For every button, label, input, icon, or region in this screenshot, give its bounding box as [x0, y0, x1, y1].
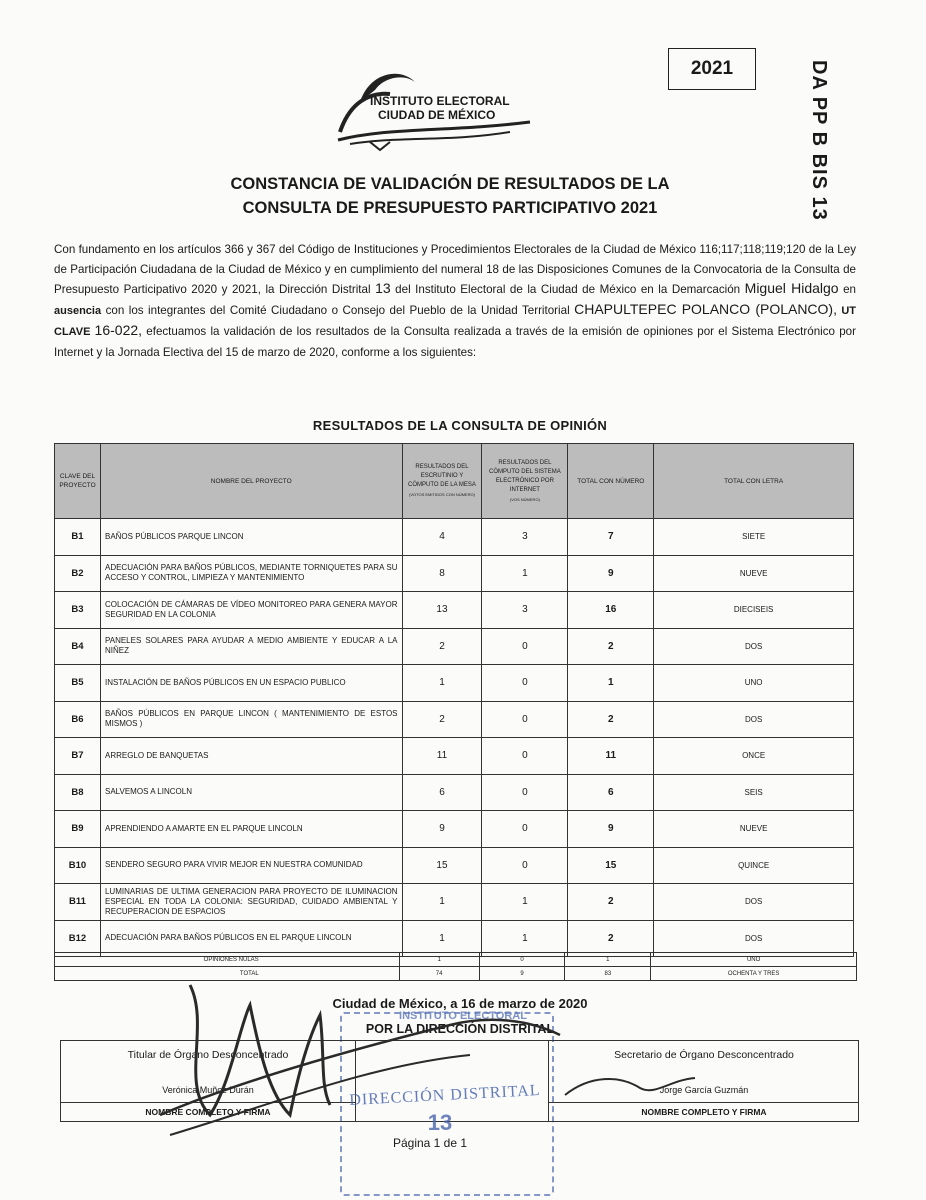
total-internet: 9 — [479, 967, 565, 981]
mesa-result: 1 — [402, 884, 482, 921]
project-name: ADECUACIÓN PARA BAÑOS PÚBLICOS, MEDIANTE TORNIQUETES PARA SU ACCESO Y CONTROL, LIMPIEZA Y MANTENIMIENTO — [100, 555, 402, 592]
total-letter: QUINCE — [654, 847, 854, 884]
total-letter: DIECISEIS — [654, 592, 854, 629]
internet-result: 0 — [482, 738, 568, 775]
right-person: Jorge García Guzmán — [659, 1085, 749, 1095]
project-name: ADECUACIÓN PARA BAÑOS PÚBLICOS EN EL PARQUE LINCOLN — [100, 920, 402, 957]
total-number: 15 — [568, 847, 654, 884]
right-signature — [560, 1070, 700, 1100]
project-code: B2 — [55, 555, 101, 592]
total-letter: NUEVE — [654, 555, 854, 592]
total-letter: SIETE — [654, 519, 854, 556]
district-number: 13 — [375, 280, 391, 297]
left-role: Titular de Órgano Desconcentrado — [127, 1049, 289, 1061]
mesa-result: 1 — [402, 665, 482, 702]
body-part3: en — [838, 283, 857, 297]
body-part5: efectuamos la validación de los resultados de la Consulta realizada a través de la emisión de opiniones por el Sistema Electrónico por Internet y la Jornada Electiva del 15 de marzo de 2020, conforme a los siguientes: — [54, 325, 856, 359]
project-name: ARREGLO DE BANQUETAS — [100, 738, 402, 775]
right-role: Secretario de Órgano Desconcentrado — [614, 1049, 794, 1061]
mesa-result: 1 — [402, 920, 482, 957]
mesa-result: 2 — [402, 628, 482, 665]
internet-result: 1 — [482, 884, 568, 921]
project-name: BAÑOS PÚBLICOS PARQUE LINCON — [100, 519, 402, 556]
null-internet: 0 — [479, 953, 565, 967]
institute-line1: INSTITUTO ELECTORAL — [370, 94, 510, 108]
total-number: 11 — [568, 738, 654, 775]
page-number: Página 1 de 1 — [392, 1136, 468, 1150]
internet-result: 0 — [482, 774, 568, 811]
total-number: 7 — [568, 519, 654, 556]
total-letter: SEIS — [654, 774, 854, 811]
document-title — [150, 172, 750, 220]
project-code: B1 — [55, 519, 101, 556]
institute-line2: CIUDAD DE MÉXICO — [378, 108, 496, 122]
project-name: PANELES SOLARES PARA AYUDAR A MEDIO AMBIENTE Y EDUCAR A LA NIÑEZ — [100, 628, 402, 665]
total-number: 6 — [568, 774, 654, 811]
internet-result: 0 — [482, 811, 568, 848]
institute-name — [370, 94, 510, 122]
total-number: 2 — [568, 920, 654, 957]
table-row — [55, 701, 854, 738]
year-box: 2021 — [668, 48, 756, 90]
total-letter: DOS — [654, 628, 854, 665]
internet-result: 0 — [482, 628, 568, 665]
table-row — [55, 884, 854, 921]
summary-table — [54, 952, 857, 981]
project-code: B9 — [55, 811, 101, 848]
body-part2: del Instituto Electoral de la Ciudad de México en la Demarcación — [390, 283, 745, 297]
total-number: 16 — [568, 592, 654, 629]
null-total: 1 — [565, 953, 651, 967]
project-code: B11 — [55, 884, 101, 921]
mesa-result: 15 — [402, 847, 482, 884]
project-code: B8 — [55, 774, 101, 811]
project-code: B10 — [55, 847, 101, 884]
ut-label: UT CLAVE — [54, 304, 856, 339]
total-mesa: 74 — [399, 967, 479, 981]
table-row — [55, 665, 854, 702]
mesa-result: 6 — [402, 774, 482, 811]
total-number: 9 — [568, 811, 654, 848]
mesa-result: 2 — [402, 701, 482, 738]
project-name: BAÑOS PÚBLICOS EN PARQUE LINCON ( MANTENIMIENTO DE ESTOS MISMOS ) — [100, 701, 402, 738]
signature-middle — [356, 1041, 548, 1121]
absence-word: ausencia — [54, 304, 102, 317]
demarcation: Miguel Hidalgo — [744, 280, 839, 297]
total-letter: DOS — [654, 701, 854, 738]
body-part1: Con fundamento en los artículos 366 y 367 del Código de Instituciones y Procedimientos Electorales de la Ciudad de México 116;117;118;119;120 de la Ley de Participación Ciudadana de la Ciudad de México y en cumplimiento del numeral 18 de las Disposiciones Comunes de la Convocatoria de la Consulta de Presupuesto Participativo 2020 y 2021, la Dirección Distrital — [54, 243, 856, 297]
table-row — [55, 738, 854, 775]
header-total-letter: TOTAL CON LETRA — [654, 444, 854, 519]
left-person: Verónica Muñoz Durán — [162, 1085, 254, 1095]
territorial-unit: CHAPULTEPEC POLANCO (POLANCO), — [574, 300, 837, 317]
project-code: B7 — [55, 738, 101, 775]
internet-result: 1 — [482, 555, 568, 592]
total-letter: ONCE — [654, 738, 854, 775]
project-name: INSTALACIÓN DE BAÑOS PÚBLICOS EN UN ESPACIO PUBLICO — [100, 665, 402, 702]
title-line2: CONSULTA DE PRESUPUESTO PARTICIPATIVO 2021 — [242, 199, 658, 217]
legal-paragraph — [54, 240, 856, 363]
header-code: CLAVE DEL PROYECTO — [55, 444, 101, 519]
total-label: TOTAL — [55, 967, 400, 981]
mesa-result: 4 — [402, 519, 482, 556]
internet-result: 0 — [482, 847, 568, 884]
null-label: OPINIONES NULAS — [55, 953, 400, 967]
total-number: 9 — [568, 555, 654, 592]
mesa-result: 9 — [402, 811, 482, 848]
table-row — [55, 519, 854, 556]
table-row — [55, 774, 854, 811]
mesa-result: 11 — [402, 738, 482, 775]
title-line1: CONSTANCIA DE VALIDACIÓN DE RESULTADOS DE LA — [230, 175, 670, 193]
ut-code: 16-022, — [94, 322, 143, 339]
date-line: Ciudad de México, a 16 de marzo de 2020 — [332, 996, 588, 1011]
stamp-direction: DIRECCIÓN DISTRITAL — [348, 1082, 542, 1110]
header-total-number: TOTAL CON NÚMERO — [568, 444, 654, 519]
project-code: B3 — [55, 592, 101, 629]
results-table — [54, 443, 854, 957]
table-row — [55, 555, 854, 592]
document-code: DA PP B BIS 13 — [808, 60, 830, 221]
stamp-number: 13 — [427, 1110, 453, 1135]
project-name: SALVEMOS A LINCOLN — [100, 774, 402, 811]
mesa-result: 8 — [402, 555, 482, 592]
total-total: 83 — [565, 967, 651, 981]
total-letter: DOS — [654, 884, 854, 921]
total-letter: NUEVE — [654, 811, 854, 848]
internet-result: 3 — [482, 592, 568, 629]
body-part4: con los integrantes del Comité Ciudadano o Consejo del Pueblo de la Unidad Territorial — [101, 303, 575, 317]
project-name: COLOCACIÓN DE CÁMARAS DE VÍDEO MONITOREO PARA GENERA MAYOR SEGURIDAD EN LA COLONIA — [100, 592, 402, 629]
project-code: B6 — [55, 701, 101, 738]
mesa-result: 13 — [402, 592, 482, 629]
total-number: 2 — [568, 701, 654, 738]
stamp-institute: INSTITUTO ELECTORAL — [399, 1010, 527, 1022]
results-title: RESULTADOS DE LA CONSULTA DE OPINIÓN — [312, 418, 608, 433]
right-caption: NOMBRE COMPLETO Y FIRMA — [549, 1102, 859, 1121]
internet-result: 1 — [482, 920, 568, 957]
null-letter: UNO — [651, 953, 857, 967]
header-name: NOMBRE DEL PROYECTO — [100, 444, 402, 519]
internet-result: 0 — [482, 701, 568, 738]
internet-result: 3 — [482, 519, 568, 556]
header-internet: RESULTADOS DEL CÓMPUTO DEL SISTEMA ELECTRÓNICO POR INTERNET (VOS NÚMERO) — [482, 444, 568, 519]
total-letter: OCHENTA Y TRES — [651, 967, 857, 981]
project-code: B4 — [55, 628, 101, 665]
table-header-row — [55, 444, 854, 519]
total-number: 2 — [568, 628, 654, 665]
por-direccion: POR LA DIRECCIÓN DISTRITAL — [365, 1022, 555, 1036]
total-letter: UNO — [654, 665, 854, 702]
signature-left — [61, 1041, 356, 1121]
null-opinions-row — [55, 953, 857, 967]
internet-result: 0 — [482, 665, 568, 702]
total-row — [55, 967, 857, 981]
project-code: B12 — [55, 920, 101, 957]
table-row — [55, 811, 854, 848]
project-code: B5 — [55, 665, 101, 702]
table-row — [55, 592, 854, 629]
institute-logo — [330, 62, 550, 152]
null-mesa: 1 — [399, 953, 479, 967]
header-mesa: RESULTADOS DEL ESCRUTINIO Y CÓMPUTO DE LA MESA (VOTOS EMITIDOS CON NÚMERO) — [402, 444, 482, 519]
total-number: 1 — [568, 665, 654, 702]
table-row — [55, 847, 854, 884]
project-name: APRENDIENDO A AMARTE EN EL PARQUE LINCOLN — [100, 811, 402, 848]
project-name: LUMINARIAS DE ULTIMA GENERACION PARA PROYECTO DE ILUMINACION ESPECIAL EN TODA LA COLONIA: SEGURIDAD, CUIDADO AMBIENTAL Y RECUPERACION DE ESPACIOS — [100, 884, 402, 921]
total-number: 2 — [568, 884, 654, 921]
total-letter: DOS — [654, 920, 854, 957]
left-caption: NOMBRE COMPLETO Y FIRMA — [61, 1102, 355, 1121]
project-name: SENDERO SEGURO PARA VIVIR MEJOR EN NUESTRA COMUNIDAD — [100, 847, 402, 884]
table-row — [55, 628, 854, 665]
